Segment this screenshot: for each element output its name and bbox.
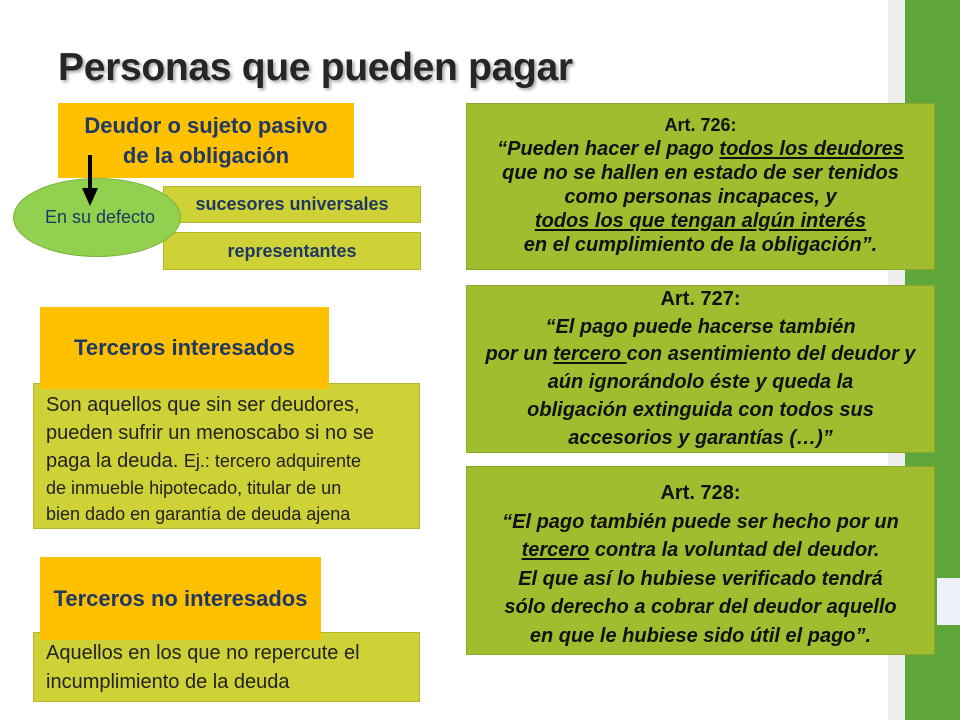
- terceros-no-interesados-description: [33, 632, 420, 702]
- article-text: contra la voluntad del deudor.: [589, 539, 880, 561]
- down-arrow-icon: [79, 150, 101, 210]
- article-line: [467, 622, 934, 651]
- article-text-underlined: tercero: [521, 539, 590, 561]
- article-heading: Art. 727:: [660, 288, 741, 310]
- article-text: que no se hallen en estado de ser tenidos: [502, 162, 899, 184]
- terceros-interesados-box: [40, 307, 329, 389]
- successors-label: sucesores universales: [195, 194, 389, 214]
- description-line: pueden sufrir un menoscabo si no se: [46, 422, 374, 444]
- article-line: [467, 341, 934, 369]
- article-text: en que le hubiese sido útil el pago”.: [529, 624, 872, 647]
- example-text: Ej.: tercero adquirente: [183, 451, 362, 471]
- article-text: “El pago también puede ser hecho por un: [502, 510, 899, 533]
- terceros-no-interesados-title: Terceros no interesados: [53, 585, 308, 611]
- description-line: [46, 447, 407, 475]
- example-line: bien dado en garantía de deuda ajena: [46, 504, 351, 524]
- description-text: paga la deuda.: [46, 450, 179, 472]
- article-line: [467, 185, 934, 209]
- article-line: [467, 161, 934, 185]
- article-text: sólo derecho a cobrar del deudor aquello: [504, 596, 897, 618]
- representatives-box: [163, 232, 421, 270]
- description-line: incumplimiento de la deuda: [46, 671, 290, 693]
- article-line: [467, 209, 934, 233]
- article-line: [467, 536, 934, 565]
- article-text: por un: [485, 343, 554, 366]
- article-text: como personas incapaces, y: [564, 186, 837, 208]
- arrow-head: [82, 188, 98, 206]
- article-text: en el cumplimiento de la obligación”.: [523, 234, 878, 256]
- article-text: con asentimiento del deudor y: [626, 343, 916, 366]
- article-text: “Pueden hacer el pago: [497, 138, 720, 160]
- article-heading: Art. 726:: [664, 115, 737, 135]
- article-line: [467, 565, 934, 594]
- article-line: [467, 425, 934, 453]
- page-title: Personas que pueden pagar: [58, 46, 573, 89]
- article-line: [467, 369, 934, 397]
- representatives-label: representantes: [227, 240, 357, 261]
- article-line: [467, 314, 934, 342]
- terceros-no-interesados-box: [40, 557, 321, 640]
- fallback-label: En su defecto: [44, 207, 156, 227]
- example-line: de inmueble hipotecado, titular de un: [46, 478, 342, 498]
- article-727-box: [466, 285, 935, 453]
- deudor-line: de la obligación: [122, 142, 290, 168]
- terceros-interesados-title: Terceros interesados: [74, 335, 295, 360]
- article-726-box: [466, 103, 935, 270]
- side-bar-panel: [937, 578, 960, 625]
- deudor-line: Deudor o sujeto pasivo: [84, 112, 328, 138]
- article-text: accesorios y garantías (…)”: [568, 426, 833, 449]
- terceros-interesados-description: [33, 383, 420, 529]
- article-heading: Art. 728:: [660, 482, 741, 504]
- article-text: “El pago puede hacerse también: [545, 315, 856, 338]
- article-line: [467, 508, 934, 537]
- article-728-box: [466, 466, 935, 655]
- article-text: obligación extinguida con todos sus: [527, 398, 874, 421]
- article-text: aún ignorándolo éste y queda la: [547, 371, 854, 394]
- description-line: Son aquellos que sin ser deudores,: [46, 394, 360, 416]
- article-line: [467, 593, 934, 622]
- successors-box: [163, 186, 421, 223]
- article-line: [467, 233, 934, 257]
- deudor-box: [58, 103, 354, 178]
- article-text-underlined: todos los que tengan algún interés: [534, 210, 867, 232]
- article-text: El que así lo hubiese verificado tendrá: [518, 567, 883, 590]
- description-line: Aquellos en los que no repercute el: [46, 642, 360, 664]
- article-line: [467, 137, 934, 161]
- article-text-underlined: tercero: [553, 343, 627, 366]
- article-text-underlined: todos los deudores: [719, 138, 904, 160]
- article-line: [467, 397, 934, 425]
